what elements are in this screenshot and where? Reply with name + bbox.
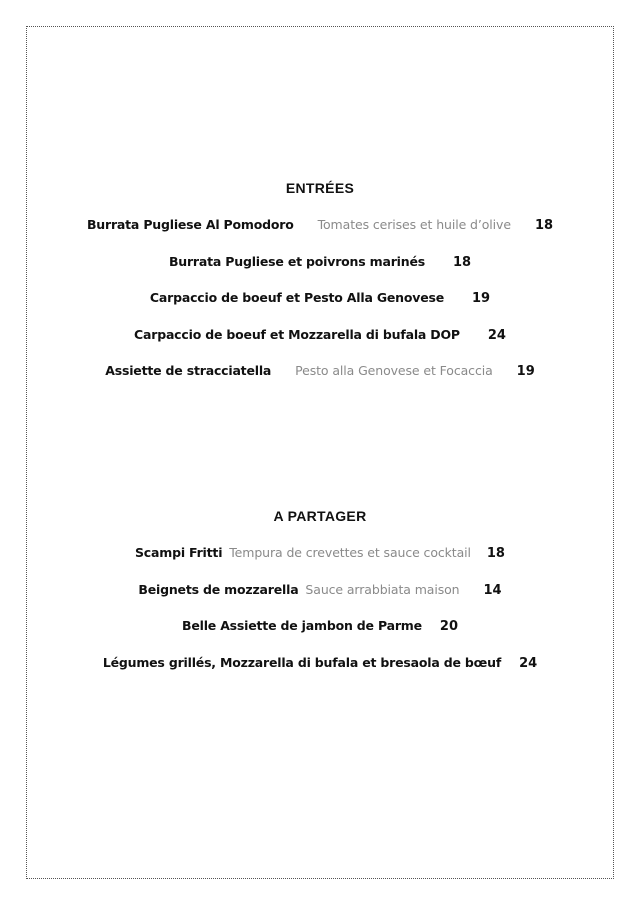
menu-item xyxy=(0,572,640,609)
item-description: Pesto alla Genovese et Focaccia xyxy=(295,363,493,378)
item-price: 19 xyxy=(471,291,491,306)
item-name: Burrata Pugliese et poivrons marinés xyxy=(168,253,425,269)
menu-item xyxy=(0,207,640,244)
menu-item xyxy=(0,353,640,390)
item-name: Beignets de mozzarella xyxy=(138,581,299,597)
section-title: A PARTAGER xyxy=(273,508,367,524)
menu-item xyxy=(0,608,640,645)
item-price: 24 xyxy=(519,655,538,671)
section-a-partager xyxy=(0,507,640,681)
section-title: ENTRÉES xyxy=(285,180,355,196)
section-entrees xyxy=(0,179,640,390)
item-name: Carpaccio de boeuf et Pesto Alla Genovese xyxy=(149,290,444,305)
menu-item xyxy=(0,317,640,354)
item-name: Assiette de stracciatella xyxy=(105,363,272,378)
item-name: Scampi Fritti xyxy=(135,545,223,560)
item-price: 14 xyxy=(483,582,502,598)
item-description: Tomates cerises et huile d’olive xyxy=(317,217,511,232)
menu-list xyxy=(0,207,640,390)
item-price: 18 xyxy=(452,254,472,270)
menu-item xyxy=(0,280,640,317)
menu-item xyxy=(0,244,640,281)
item-description: Sauce arrabbiata maison xyxy=(305,581,460,597)
item-price: 24 xyxy=(487,327,506,343)
item-price: 18 xyxy=(486,546,505,561)
menu-list xyxy=(0,535,640,681)
item-description: Tempura de crevettes et sauce cocktail xyxy=(229,545,471,560)
item-name: Burrata Pugliese Al Pomodoro xyxy=(86,217,294,232)
item-name: Légumes grillés, Mozzarella di bufala et bresaola de bœuf xyxy=(102,654,502,670)
item-price: 19 xyxy=(516,364,535,379)
menu-item xyxy=(0,645,640,682)
page-border xyxy=(26,26,614,879)
item-price: 18 xyxy=(534,218,554,233)
menu-item xyxy=(0,535,640,572)
item-name: Carpaccio de boeuf et Mozzarella di bufala DOP xyxy=(134,326,460,342)
item-price: 20 xyxy=(439,619,458,634)
item-name: Belle Assiette de jambon de Parme xyxy=(182,618,422,633)
